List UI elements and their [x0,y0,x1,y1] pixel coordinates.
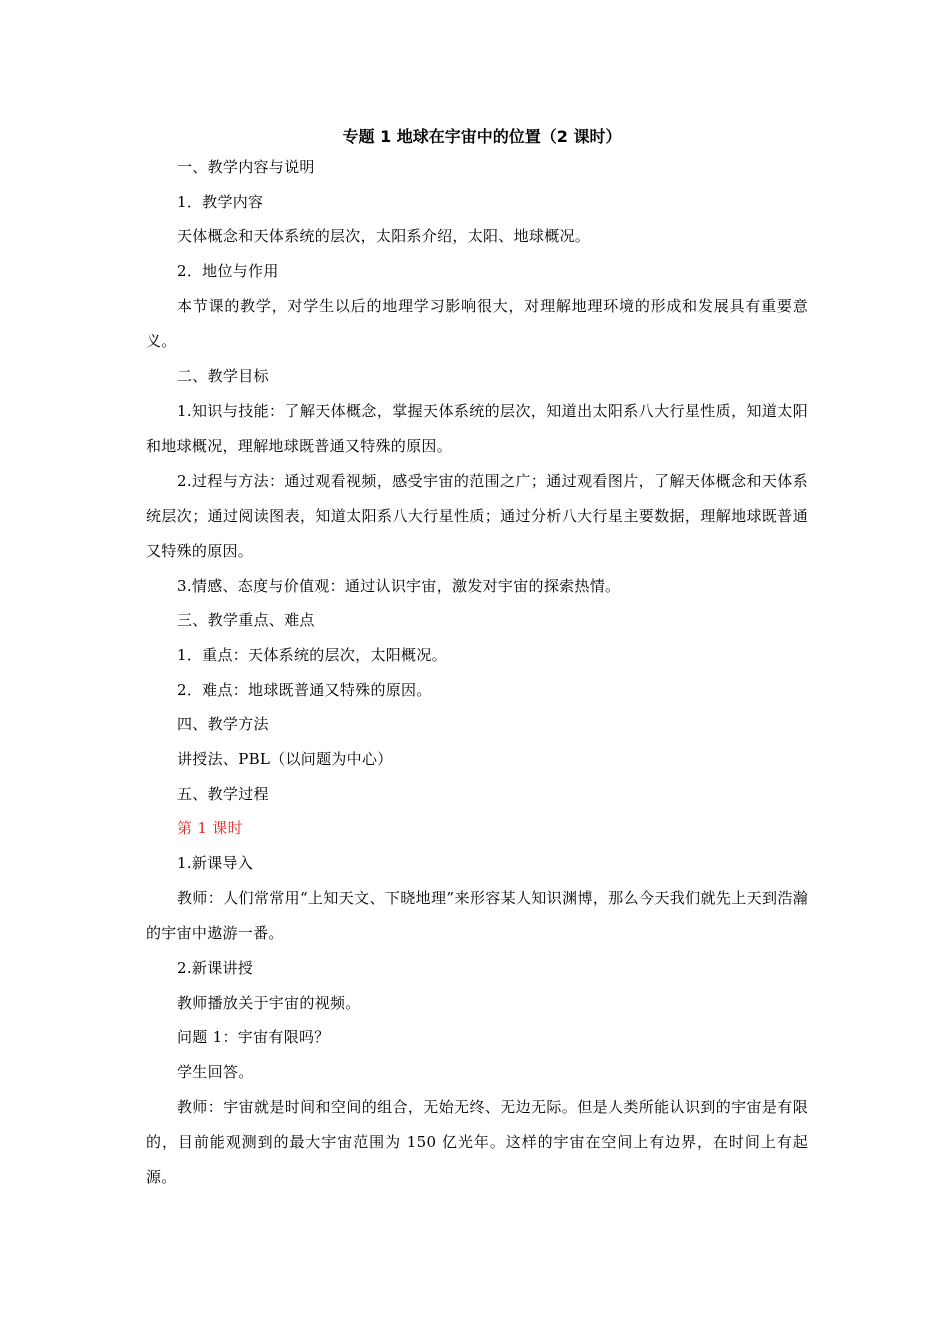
paragraph-methods: 讲授法、PBL（以问题为中心） [177,750,393,769]
section-heading-content: 一、教学内容与说明 [177,158,315,176]
paragraph-introduction: 教师：人们常常用“上知天文、下晓地理”来形容某人知识渊博，那么今天我们就先上天到浩瀚的宇宙中遨游一番。 [146,888,808,942]
paragraph-key-point: 1．重点：天体系统的层次，太阳概况。 [177,645,447,664]
paragraph-video: 教师播放关于宇宙的视频。 [177,993,361,1012]
subheading-status-role: 2．地位与作用 [177,262,279,281]
lesson-period-label: 第 1 课时 [177,819,243,838]
section-heading-process: 五、教学过程 [177,784,269,803]
section-heading-methods: 四、教学方法 [177,715,269,734]
subheading-teaching-content: 1．教学内容 [177,192,264,211]
subheading-introduction: 1.新课导入 [177,854,254,873]
paragraph-goal-emotion: 3.情感、态度与价值观：通过认识宇宙，激发对宇宙的探索热情。 [177,576,621,595]
document-page [146,124,808,1195]
paragraph-teacher-explanation: 教师：宇宙就是时间和空间的组合，无始无终、无边无际。但是人类所能认识到的宇宙是有限的，目前能观测到的最大宇宙范围为 150 亿光年。这样的宇宙在空间上有边界，在时间上有起源。 [146,1097,808,1186]
section-heading-key-points: 三、教学重点、难点 [177,611,315,630]
section-heading-goals: 二、教学目标 [177,366,269,385]
subheading-new-lesson: 2.新课讲授 [177,958,254,977]
paragraph-goal-knowledge: 1.知识与技能：了解天体概念，掌握天体系统的层次，知道出太阳系八大行星性质，知道太阳和地球概况，理解地球既普通又特殊的原因。 [146,401,808,455]
paragraph-goal-process: 2.过程与方法：通过观看视频，感受宇宙的范围之广；通过观看图片，了解天体概念和天体系统层次；通过阅读图表，知道太阳系八大行星性质；通过分析八大行星主要数据，理解地球既普通又特殊的原因。 [146,471,808,560]
paragraph-content-summary: 天体概念和天体系统的层次，太阳系介绍，太阳、地球概况。 [177,227,591,246]
paragraph-question-1: 问题 1：宇宙有限吗？ [177,1028,330,1047]
paragraph-status-role: 本节课的教学，对学生以后的地理学习影响很大，对理解地理环境的形成和发展具有重要意义。 [146,296,808,350]
paragraph-difficult-point: 2．难点：地球既普通又特殊的原因。 [177,680,432,699]
paragraph-student-answer: 学生回答。 [177,1062,254,1081]
document-title: 专题 1 地球在宇宙中的位置（2 课时） [342,127,622,146]
